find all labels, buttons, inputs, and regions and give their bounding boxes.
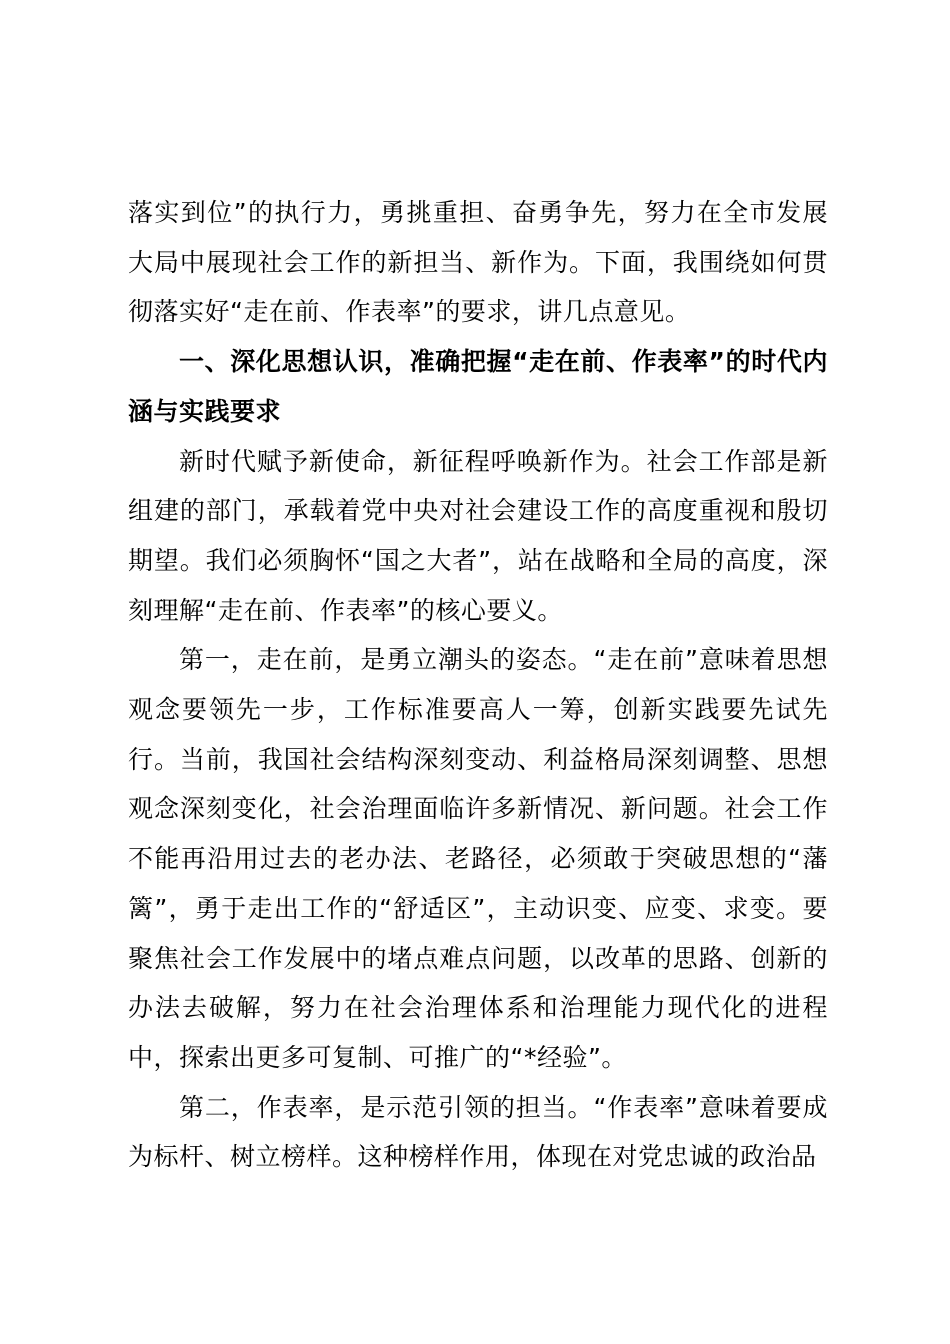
paragraph-point-two: 第二，作表率，是示范引领的担当。“作表率”意味着要成为标杆、树立榜样。这种榜样作用，体现在对党忠诚的政治品 <box>128 1092 828 1172</box>
paragraph-continuation: 落实到位”的执行力，勇挑重担、奋勇争先，努力在全市发展大局中展现社会工作的新担当、新作为。下面，我围绕如何贯彻落实好“走在前、作表率”的要求，讲几点意见。 <box>128 198 828 327</box>
paragraph-point-one: 第一，走在前，是勇立潮头的姿态。“走在前”意味着思想观念要领先一步，工作标准要高人一筹，创新实践要先试先行。当前，我国社会结构深刻变动、利益格局深刻调整、思想观念深刻变化，社会治理面临许多新情况、新问题。社会工作不能再沿用过去的老办法、老路径，必须敢于突破思想的“藩篱”，勇于走出工作的“舒适区”，主动识变、应变、求变。要聚焦社会工作发展中的堵点难点问题，以改革的思路、创新的办法去破解，努力在社会治理体系和治理能力现代化的进程中，探索出更多可复制、可推广的“*经验”。 <box>128 645 828 1072</box>
section-heading: 一、深化思想认识，准确把握“走在前、作表率”的时代内涵与实践要求 <box>128 347 828 426</box>
document-body <box>128 188 828 1182</box>
paragraph-intro: 新时代赋予新使命，新征程呼唤新作为。社会工作部是新组建的部门，承载着党中央对社会建设工作的高度重视和殷切期望。我们必须胸怀“国之大者”，站在战略和全局的高度，深刻理解“走在前、作表率”的核心要义。 <box>128 446 828 625</box>
